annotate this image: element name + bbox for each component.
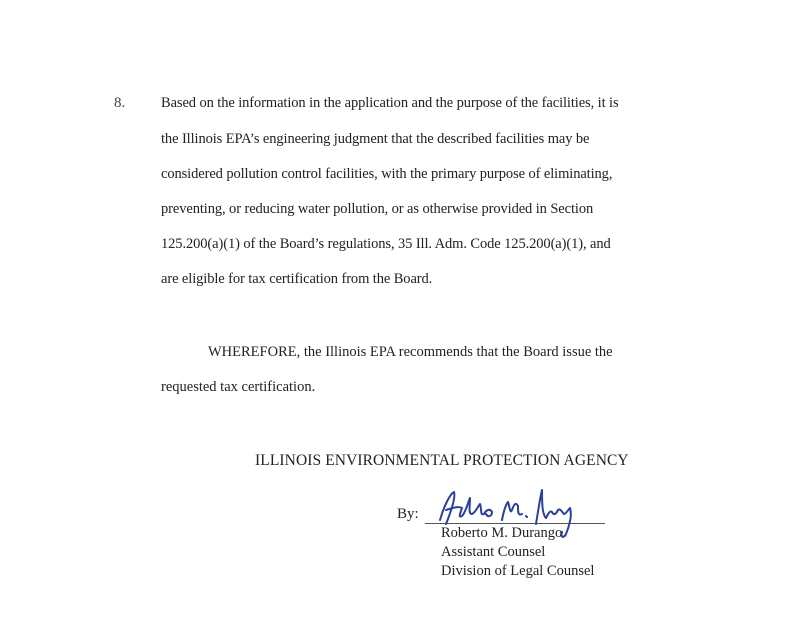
paragraph-line: the Illinois EPA’s engineering judgment that the described facilities may be <box>161 131 590 147</box>
signatory-name: Roberto M. Durango <box>441 525 563 541</box>
signatory-details <box>441 524 594 581</box>
paragraph-line: are eligible for tax certification from the Board. <box>161 271 433 287</box>
by-label: By: <box>397 506 419 522</box>
agency-name: ILLINOIS ENVIRONMENTAL PROTECTION AGENCY <box>255 452 629 469</box>
paragraph-line: considered pollution control facilities, with the primary purpose of eliminating, <box>161 166 613 182</box>
wherefore-line-2: requested tax certification. <box>161 379 316 395</box>
paragraph-line: 125.200(a)(1) of the Board’s regulations, 35 Ill. Adm. Code 125.200(a)(1), and <box>161 236 611 252</box>
signatory-division: Division of Legal Counsel <box>441 563 595 579</box>
signatory-title: Assistant Counsel <box>441 544 546 560</box>
paragraph-line: Based on the information in the application and the purpose of the facilities, it is <box>161 95 619 111</box>
paragraph-line: preventing, or reducing water pollution, or as otherwise provided in Section <box>161 201 594 217</box>
paragraph-number: 8. <box>114 95 126 111</box>
wherefore-line-1: WHEREFORE, the Illinois EPA recommends that the Board issue the <box>208 344 613 360</box>
